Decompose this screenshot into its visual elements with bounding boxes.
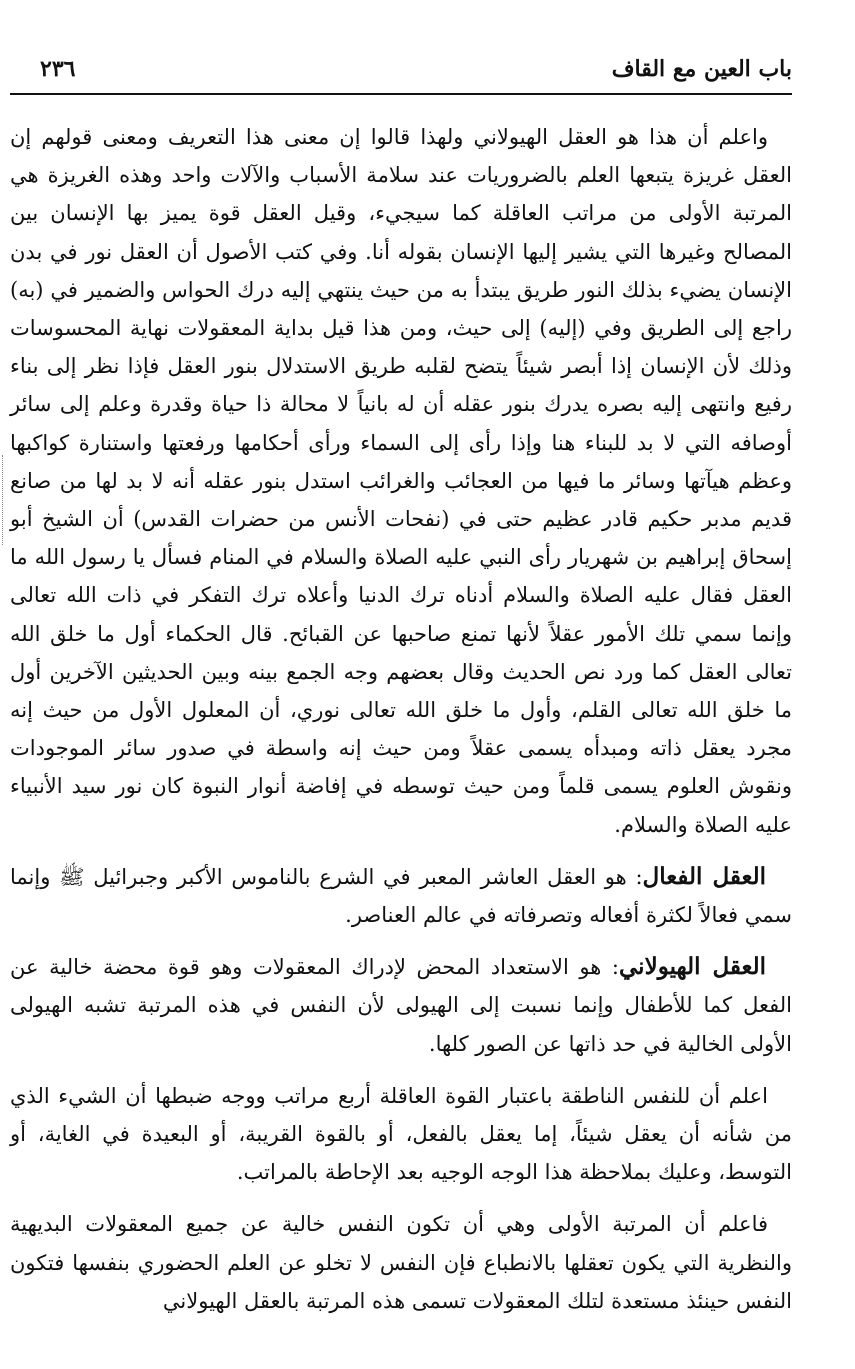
scan-edge-mark — [2, 455, 3, 545]
page-number: ٢٣٦ — [40, 56, 76, 82]
paragraph-intro: واعلم أن هذا هو العقل الهيولاني ولهذا قالوا إن معنى هذا التعريف ومعنى قولهم إن العقل غريزة يتبعها العلم بالضروريات عند سلامة الأسباب والآلات واحد وهذه الغريزة هي المرتبة الأولى من مراتب العاقلة كما سيجيء، وقيل العقل قوة يميز بها الإنسان بين المصالح وغيرها التي يشير إليها الإنسان بقوله أنا. وفي كتب الأصول أن العقل نور في بدن الإنسان يضيء بذلك النور طريق يبتدأ به من حيث ينتهي إليه درك الحواس والضمير في (به) راجع إلى الطريق وفي (إليه) إلى حيث، ومن هذا قيل بداية المعقولات نهاية المحسوسات وذلك لأن الإنسان إذا أبصر شيئاً يتضح لقلبه طريق الاستدلال بنور العقل فإذا نظر إلى بناء رفيع وانتهى إليه بصره يدرك بنور عقله أن له بانياً لا محالة ذا حياة وقدرة وعلم إلى سائر أوصافه التي لا بد للبناء هنا وإذا رأى إلى السماء ورأى أحكامها ورفعتها واستنارة كواكبها وعظم هيآتها وسائر ما فيها من العجائب والغرائب استدل بنور عقله أنه لا بد لها من صانع قديم مدبر حكيم قادر عظيم حتى في (نفحات الأنس من حضرات القدس) أن الشيخ أبو إسحاق إبراهيم بن شهريار رأى النبي عليه الصلاة والسلام في المنام فسأل يا رسول الله ما العقل فقال عليه الصلاة والسلام أدناه ترك الدنيا وأعلاه ترك التفكر في ذات الله تعالى وإنما سمي تلك الأمور عقلاً لأنها تمنع صاحبها عن القبائح. قال الحكماء أول ما خلق الله تعالى العقل كما ورد نص الحديث وقال بعضهم وجه الجمع بينه وبين الحديثين الآخرين أول ما خلق الله تعالى القلم، وأول ما خلق الله تعالى نوري، أن المعلول الأول من حيث إنه مجرد يعقل ذاته ومبدأه يسمى عقلاً ومن حيث إنه واسطة في صدور سائر الموجودات ونقوش العلوم يسمى قلماً ومن حيث توسطه في إفاضة أنوار النبوة كان نور سيد الأنبياء عليه الصلاة والسلام. — [10, 125, 792, 837]
definition-term: العقل الهيولاني — [619, 953, 766, 981]
chapter-title: باب العين مع القاف — [611, 56, 792, 82]
definition-material-intellect — [10, 948, 792, 1063]
definition-text: : هو العقل العاشر المعبر في الشرع بالناموس الأكبر وجبرائيل ﷺ وإنما سمي فعالاً لكثرة أفعاله وتصرفاته في عالم العناصر. — [10, 864, 792, 928]
definition-active-intellect — [10, 858, 792, 934]
definition-term: العقل الفعال — [642, 862, 766, 890]
paragraph-first-rank: فاعلم أن المرتبة الأولى وهي أن تكون النفس خالية عن جميع المعقولات البديهية والنظرية التي يكون تعقلها بالانطباع فإن النفس لا تخلو عن العلم الحضوري بنفسها فتكون النفس حينئذ مستعدة لتلك المعقولات تسمى هذه المرتبة بالعقل الهيولاني — [10, 1212, 792, 1313]
header-rule — [10, 93, 792, 95]
paragraph-four-ranks: اعلم أن للنفس الناطقة باعتبار القوة العاقلة أربع مراتب ووجه ضبطها أن الشيء الذي من شأنه أن يعقل شيئاً، إما يعقل بالفعل، أو بالقوة القريبة، أو البعيدة في الغاية، أو التوسط، وعليك بملاحظة هذا الوجه الوجيه بعد الإحاطة بالمراتب. — [10, 1083, 792, 1185]
definition-text: : هو الاستعداد المحض لإدراك المعقولات وهو قوة محضة خالية عن الفعل كما للأطفال وإنما نسبت إلى الهيولى لأن النفس في هذه المرتبة تشبه الهيولى الأولى الخالية في حد ذاتها عن الصور كلها. — [10, 955, 792, 1056]
body-text — [10, 118, 792, 1320]
running-header — [10, 56, 792, 90]
